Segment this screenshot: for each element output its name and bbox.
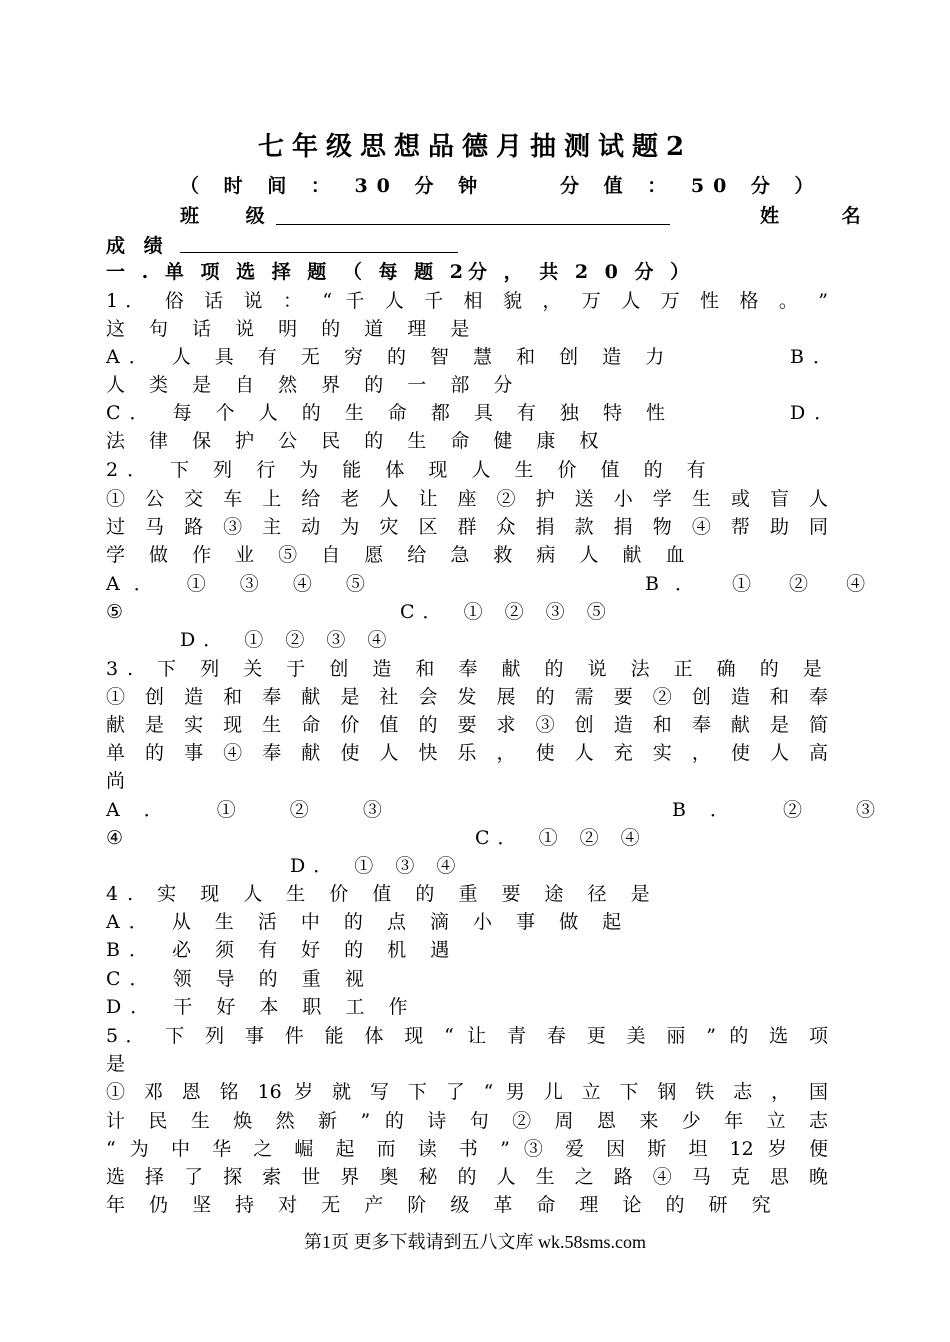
- q5-stem-cont: 是: [106, 1053, 135, 1075]
- q1-stem: 1． 俗 话 说 ： “ 千 人 千 相 貌 ， 万 人 万 性 格 。 ”: [106, 290, 828, 312]
- page-title: 七年级思想品德月抽测试题2: [257, 132, 693, 162]
- q3-stem: 3. 下 列 关 于 创 造 和 奉 献 的 说 法 正 确 的 是: [106, 658, 831, 680]
- q5-item-line-5: 年 仍 坚 持 对 无 产 阶 级 革 命 理 论 的 研 究: [106, 1194, 780, 1216]
- q4-option-b: B． 必 须 有 好 的 机 遇: [106, 939, 459, 961]
- q4-option-d: D． 干 好 本 职 工 作: [106, 996, 417, 1018]
- q5-item-line-2: 计 民 生 焕 然 新 ” 的 诗 句 ② 周 恩 来 少 年 立 志: [106, 1110, 828, 1132]
- q2-option-c: C． ① ② ③ ⑤: [400, 601, 614, 623]
- q3-option-a: A． ① ② ③: [106, 799, 406, 821]
- q5-item-line-3: “ 为 中 华 之 崛 起 而 读 书 ” ③ 爱 因 斯 坦 12 岁 便: [106, 1138, 828, 1160]
- q2-item-line-3: 学 做 作 业 ⑤ 自 愿 给 急 救 病 人 献 血: [106, 544, 694, 566]
- q2-item-line-1: ① 公 交 车 上 给 老 人 让 座 ② 护 送 小 学 生 或 盲 人: [106, 488, 828, 510]
- class-label: 班 级: [180, 205, 285, 227]
- q3-option-d: D． ① ③ ④: [290, 855, 464, 877]
- q2-option-d: D． ① ② ③ ④: [180, 629, 395, 651]
- q3-item-line-3: 单 的 事 ④ 奉 献 使 人 快 乐 ， 使 人 充 实 ， 使 人 高: [106, 742, 828, 764]
- q1-option-d: 法 律 保 护 公 民 的 生 命 健 康 权: [106, 430, 608, 452]
- q1-option-b: 人 类 是 自 然 界 的 一 部 分: [106, 374, 522, 396]
- score-label: 分 值 ： 50 分 ）: [560, 175, 823, 197]
- q2-stem: 2． 下 列 行 为 能 体 现 人 生 价 值 的 有: [106, 459, 715, 481]
- q5-item-line-1: ① 邓 恩 铭 16 岁 就 写 下 了 “ 男 儿 立 下 钢 铁 志 ， 国: [106, 1081, 828, 1103]
- q3-option-b: B． ② ③: [672, 799, 900, 821]
- section-heading: 一 . 单 项 选 择 题 （ 每 题 2分 ， 共 2 0 分 ）: [106, 261, 695, 283]
- q3-option-c: C． ① ② ④: [475, 827, 648, 849]
- q2-option-b: B． ① ② ④: [645, 573, 882, 595]
- q3-item-line-4: 尚: [106, 770, 135, 792]
- q2-option-a: A． ① ③ ④ ⑤: [106, 573, 379, 595]
- grade-blank[interactable]: [180, 252, 458, 253]
- q5-item-line-4: 选 择 了 探 索 世 界 奥 秘 的 人 生 之 路 ④ 马 克 思 晚: [106, 1166, 828, 1188]
- q1-option-d-prefix: D．: [790, 402, 843, 424]
- time-label: （ 时 间 ： 30 分 钟: [180, 175, 487, 197]
- q4-option-c: C． 领 导 的 重 视: [106, 968, 373, 990]
- grade-label: 成 绩: [106, 235, 169, 257]
- q3-item-line-1: ① 创 造 和 奉 献 是 社 会 发 展 的 需 要 ② 创 造 和 奉: [106, 686, 828, 708]
- q1-option-b-prefix: B．: [790, 346, 841, 368]
- q4-option-a: A． 从 生 活 中 的 点 滴 小 事 做 起: [106, 911, 631, 933]
- q2-item-line-2: 过 马 路 ③ 主 动 为 灾 区 群 众 捐 款 捐 物 ④ 帮 助 同: [106, 516, 828, 538]
- q1-option-a: A． 人 具 有 无 穷 的 智 慧 和 创 造 力: [106, 346, 674, 368]
- q1-stem-cont: 这 句 话 说 明 的 道 理 是: [106, 318, 479, 340]
- q3-option-b-cont: ④: [106, 827, 133, 849]
- q5-stem: 5． 下 列 事 件 能 体 现 “ 让 青 春 更 美 丽 ” 的 选 项: [106, 1025, 828, 1047]
- page-footer: 第1页 更多下载请到五八文库 wk.58sms.com: [304, 1232, 646, 1252]
- q2-option-b-cont: ⑤: [106, 601, 133, 623]
- class-blank[interactable]: [276, 224, 670, 225]
- q4-stem: 4. 实 现 人 生 价 值 的 重 要 途 径 是: [106, 883, 659, 905]
- q3-item-line-2: 献 是 实 现 生 命 价 值 的 要 求 ③ 创 造 和 奉 献 是 简: [106, 714, 828, 736]
- name-label: 姓 名: [760, 205, 889, 227]
- q1-option-c: C． 每 个 人 的 生 命 都 具 有 独 特 性: [106, 402, 675, 424]
